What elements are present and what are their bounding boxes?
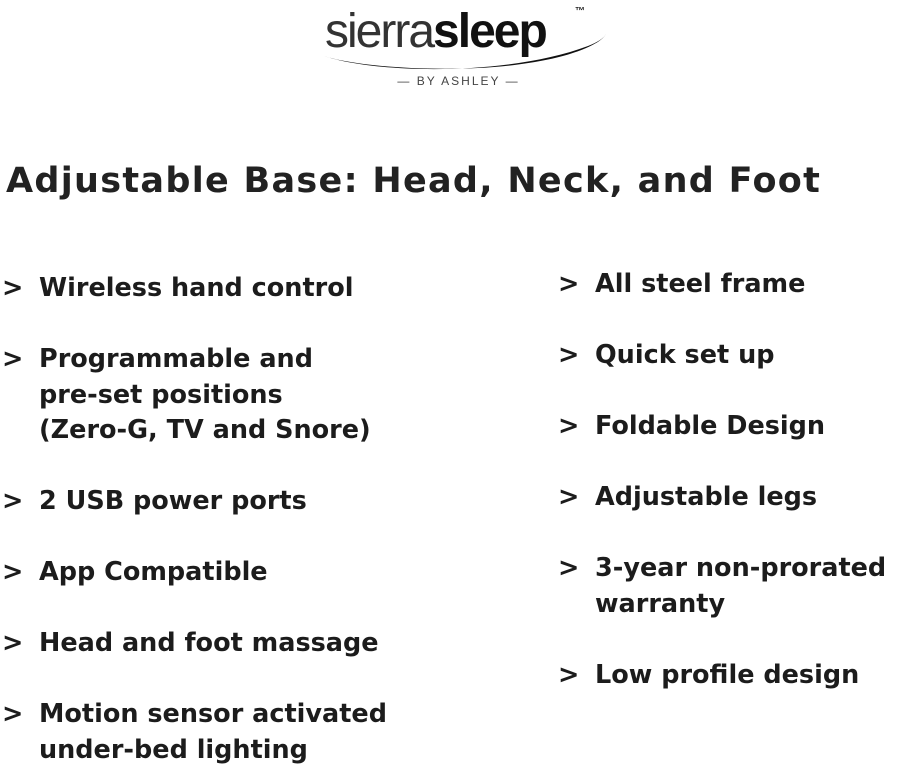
- bullet-arrow-icon: >: [2, 628, 24, 658]
- bullet-arrow-icon: >: [558, 553, 580, 583]
- logo-word-light: sierra: [325, 5, 434, 58]
- feature-text: 2 USB power ports: [39, 486, 307, 516]
- feature-text: Quick set up: [595, 340, 775, 370]
- feature-text: All steel frame: [595, 269, 806, 299]
- bullet-arrow-icon: >: [2, 273, 24, 303]
- feature-text: Head and foot massage: [39, 628, 379, 658]
- page-title: Adjustable Base: Head, Neck, and Foot: [6, 161, 822, 201]
- bullet-arrow-icon: >: [2, 557, 24, 587]
- feature-text: Programmable and: [39, 344, 313, 374]
- feature-item: [2, 484, 307, 520]
- feature-text: Low profile design: [595, 660, 860, 690]
- bullet-arrow-icon: >: [558, 482, 580, 512]
- feature-text: Foldable Design: [595, 411, 826, 441]
- feature-text: 3-year non-prorated: [595, 553, 887, 583]
- bullet-arrow-icon: >: [558, 660, 580, 690]
- bullet-arrow-icon: >: [2, 699, 24, 729]
- bullet-arrow-icon: >: [558, 269, 580, 299]
- trademark-symbol: ™: [575, 6, 585, 17]
- feature-item: [558, 267, 805, 303]
- feature-item: [558, 338, 774, 374]
- feature-item: [2, 626, 379, 662]
- feature-text: (Zero-G, TV and Snore): [39, 415, 371, 445]
- logo-word-bold: sleep: [433, 5, 546, 58]
- bullet-arrow-icon: >: [2, 486, 24, 516]
- sierra-sleep-logo: [0, 0, 901, 100]
- feature-text: pre-set positions: [39, 379, 283, 410]
- feature-text: Motion sensor activated: [39, 699, 387, 729]
- logo-byline: — BY ASHLEY —: [397, 74, 520, 88]
- bullet-arrow-icon: >: [558, 411, 580, 441]
- feature-item: [558, 409, 825, 445]
- bullet-arrow-icon: >: [2, 344, 24, 374]
- feature-text: warranty: [595, 588, 726, 619]
- feature-item: [558, 480, 817, 516]
- feature-text: App Compatible: [39, 557, 268, 587]
- feature-item: [2, 342, 371, 449]
- feature-text: under-bed lighting: [39, 734, 308, 765]
- feature-item: [558, 551, 886, 622]
- bullet-arrow-icon: >: [558, 340, 580, 370]
- feature-text: Adjustable legs: [595, 482, 818, 512]
- feature-item: [2, 555, 268, 591]
- feature-item: [558, 658, 859, 694]
- feature-item: [2, 697, 387, 768]
- feature-item: [2, 271, 353, 307]
- feature-text: Wireless hand control: [39, 273, 354, 303]
